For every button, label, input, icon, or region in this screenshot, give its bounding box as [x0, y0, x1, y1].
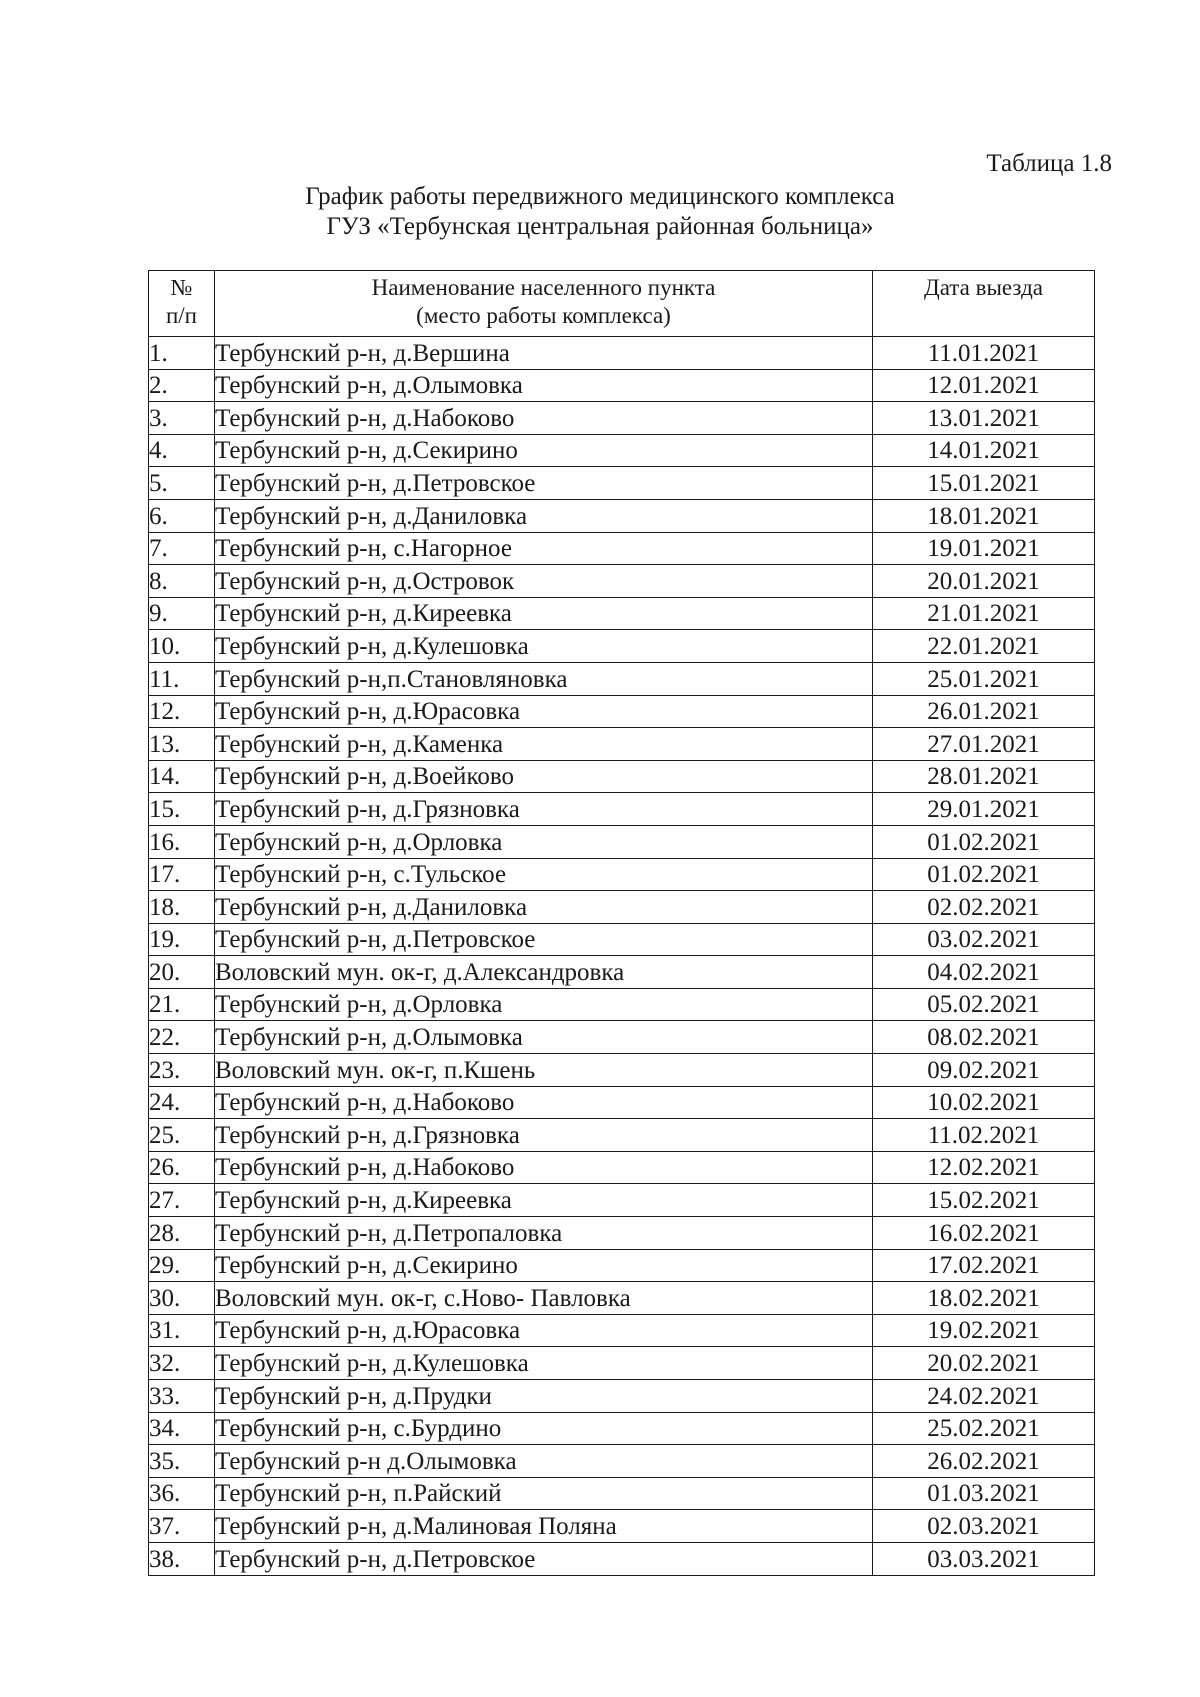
row-date: 11.02.2021 — [873, 1119, 1095, 1152]
header-place-line1: Наименование населенного пункта — [371, 275, 716, 300]
row-number: 37. — [149, 1510, 215, 1543]
row-date: 15.02.2021 — [873, 1184, 1095, 1217]
row-place: Тербунский р-н, с.Нагорное — [215, 532, 873, 565]
table-row — [149, 858, 1095, 891]
row-number: 33. — [149, 1380, 215, 1413]
row-place: Тербунский р-н, д.Каменка — [215, 728, 873, 761]
table-row — [149, 825, 1095, 858]
row-place: Тербунский р-н, д.Орловка — [215, 825, 873, 858]
row-number: 18. — [149, 891, 215, 924]
row-number: 20. — [149, 956, 215, 989]
table-row — [149, 988, 1095, 1021]
row-date: 25.02.2021 — [873, 1412, 1095, 1445]
row-date: 19.01.2021 — [873, 532, 1095, 565]
table-row — [149, 1347, 1095, 1380]
table-label: Таблица 1.8 — [986, 150, 1112, 177]
table-row — [149, 402, 1095, 435]
row-number: 12. — [149, 695, 215, 728]
table-row — [149, 1249, 1095, 1282]
row-place: Тербунский р-н, д.Даниловка — [215, 499, 873, 532]
row-date: 27.01.2021 — [873, 728, 1095, 761]
row-date: 14.01.2021 — [873, 434, 1095, 467]
table-body — [149, 337, 1095, 1576]
row-date: 09.02.2021 — [873, 1054, 1095, 1087]
row-place: Тербунский р-н, д.Кулешовка — [215, 1347, 873, 1380]
row-number: 22. — [149, 1021, 215, 1054]
row-number: 15. — [149, 793, 215, 826]
row-number: 30. — [149, 1282, 215, 1315]
table-row — [149, 956, 1095, 989]
row-date: 18.01.2021 — [873, 499, 1095, 532]
schedule-table — [148, 270, 1095, 1576]
row-date: 10.02.2021 — [873, 1086, 1095, 1119]
table-row — [149, 1445, 1095, 1478]
row-date: 29.01.2021 — [873, 793, 1095, 826]
table-row — [149, 1217, 1095, 1250]
row-place: Тербунский р-н, д.Воейково — [215, 760, 873, 793]
row-number: 31. — [149, 1314, 215, 1347]
table-row — [149, 532, 1095, 565]
table-row — [149, 1510, 1095, 1543]
row-date: 26.02.2021 — [873, 1445, 1095, 1478]
table-row — [149, 1054, 1095, 1087]
row-date: 17.02.2021 — [873, 1249, 1095, 1282]
header-number — [149, 271, 215, 337]
row-date: 24.02.2021 — [873, 1380, 1095, 1413]
row-number: 17. — [149, 858, 215, 891]
row-date: 20.02.2021 — [873, 1347, 1095, 1380]
row-place: Тербунский р-н, д.Островок — [215, 565, 873, 598]
table-row — [149, 434, 1095, 467]
row-number: 25. — [149, 1119, 215, 1152]
table-row — [149, 337, 1095, 370]
row-date: 26.01.2021 — [873, 695, 1095, 728]
row-number: 3. — [149, 402, 215, 435]
row-number: 6. — [149, 499, 215, 532]
row-number: 1. — [149, 337, 215, 370]
row-date: 05.02.2021 — [873, 988, 1095, 1021]
row-place: Тербунский р-н, д.Кулешовка — [215, 630, 873, 663]
row-place: Тербунский р-н, д.Прудки — [215, 1380, 873, 1413]
row-place: Тербунский р-н, д.Секирино — [215, 434, 873, 467]
table-row — [149, 662, 1095, 695]
table-row — [149, 1477, 1095, 1510]
row-place: Тербунский р-н, д.Петровское — [215, 923, 873, 956]
row-place: Тербунский р-н, д.Петровское — [215, 467, 873, 500]
row-place: Тербунский р-н, с.Тульское — [215, 858, 873, 891]
row-place: Тербунский р-н д.Олымовка — [215, 1445, 873, 1478]
row-number: 2. — [149, 369, 215, 402]
row-place: Тербунский р-н, д.Олымовка — [215, 1021, 873, 1054]
table-row — [149, 499, 1095, 532]
row-place: Тербунский р-н, д.Петровское — [215, 1542, 873, 1575]
document-title-line2: ГУЗ «Тербунская центральная районная больница» — [326, 213, 874, 240]
header-number-line1: № — [170, 275, 193, 300]
table-row — [149, 1151, 1095, 1184]
row-number: 23. — [149, 1054, 215, 1087]
row-date: 18.02.2021 — [873, 1282, 1095, 1315]
row-date: 03.02.2021 — [873, 923, 1095, 956]
row-place: Воловский мун. ок-г, п.Кшень — [215, 1054, 873, 1087]
row-number: 34. — [149, 1412, 215, 1445]
row-number: 28. — [149, 1217, 215, 1250]
row-date: 02.02.2021 — [873, 891, 1095, 924]
row-date: 02.03.2021 — [873, 1510, 1095, 1543]
row-number: 24. — [149, 1086, 215, 1119]
row-number: 5. — [149, 467, 215, 500]
row-place: Воловский мун. ок-г, с.Ново- Павловка — [215, 1282, 873, 1315]
table-row — [149, 695, 1095, 728]
row-date: 12.02.2021 — [873, 1151, 1095, 1184]
row-place: Тербунский р-н, д.Юрасовка — [215, 1314, 873, 1347]
row-date: 15.01.2021 — [873, 467, 1095, 500]
row-place: Тербунский р-н, д.Грязновка — [215, 1119, 873, 1152]
table-row — [149, 1542, 1095, 1575]
row-number: 13. — [149, 728, 215, 761]
table-row — [149, 923, 1095, 956]
table-row — [149, 760, 1095, 793]
document-title-line1: График работы передвижного медицинского комплекса — [305, 183, 895, 210]
row-place: Тербунский р-н, д.Даниловка — [215, 891, 873, 924]
header-place-line2: (место работы комплекса) — [416, 303, 671, 328]
row-place: Тербунский р-н, д.Вершина — [215, 337, 873, 370]
header-number-line2: п/п — [165, 303, 197, 328]
row-date: 01.03.2021 — [873, 1477, 1095, 1510]
table-row — [149, 565, 1095, 598]
table-row — [149, 630, 1095, 663]
row-date: 21.01.2021 — [873, 597, 1095, 630]
header-date: Дата выезда — [873, 271, 1095, 337]
row-number: 8. — [149, 565, 215, 598]
row-date: 01.02.2021 — [873, 825, 1095, 858]
row-number: 4. — [149, 434, 215, 467]
row-place: Тербунский р-н, д.Киреевка — [215, 597, 873, 630]
row-place: Тербунский р-н, д.Секирино — [215, 1249, 873, 1282]
row-place: Воловский мун. ок-г, д.Александровка — [215, 956, 873, 989]
table-row — [149, 1314, 1095, 1347]
row-number: 36. — [149, 1477, 215, 1510]
row-date: 22.01.2021 — [873, 630, 1095, 663]
table-row — [149, 467, 1095, 500]
table-row — [149, 793, 1095, 826]
row-date: 19.02.2021 — [873, 1314, 1095, 1347]
row-number: 14. — [149, 760, 215, 793]
table-row — [149, 369, 1095, 402]
table-row — [149, 1380, 1095, 1413]
row-number: 7. — [149, 532, 215, 565]
row-place: Тербунский р-н, д.Грязновка — [215, 793, 873, 826]
row-number: 35. — [149, 1445, 215, 1478]
table-row — [149, 1184, 1095, 1217]
row-number: 29. — [149, 1249, 215, 1282]
row-place: Тербунский р-н,п.Становляновка — [215, 662, 873, 695]
row-date: 20.01.2021 — [873, 565, 1095, 598]
row-date: 16.02.2021 — [873, 1217, 1095, 1250]
row-date: 04.02.2021 — [873, 956, 1095, 989]
row-place: Тербунский р-н, д.Орловка — [215, 988, 873, 1021]
row-place: Тербунский р-н, д.Малиновая Поляна — [215, 1510, 873, 1543]
row-number: 38. — [149, 1542, 215, 1575]
table-row — [149, 891, 1095, 924]
row-date: 01.02.2021 — [873, 858, 1095, 891]
row-place: Тербунский р-н, д.Набоково — [215, 402, 873, 435]
row-place: Тербунский р-н, п.Райский — [215, 1477, 873, 1510]
row-number: 11. — [149, 662, 215, 695]
row-place: Тербунский р-н, д.Петропаловка — [215, 1217, 873, 1250]
header-place — [215, 271, 873, 337]
row-number: 9. — [149, 597, 215, 630]
table-header-row — [149, 271, 1095, 337]
row-date: 11.01.2021 — [873, 337, 1095, 370]
table-row — [149, 728, 1095, 761]
row-place: Тербунский р-н, д.Набоково — [215, 1086, 873, 1119]
row-date: 13.01.2021 — [873, 402, 1095, 435]
row-number: 19. — [149, 923, 215, 956]
row-number: 27. — [149, 1184, 215, 1217]
row-date: 25.01.2021 — [873, 662, 1095, 695]
row-date: 08.02.2021 — [873, 1021, 1095, 1054]
row-date: 28.01.2021 — [873, 760, 1095, 793]
table-row — [149, 1412, 1095, 1445]
table-row — [149, 1119, 1095, 1152]
row-number: 10. — [149, 630, 215, 663]
row-place: Тербунский р-н, д.Набоково — [215, 1151, 873, 1184]
row-date: 03.03.2021 — [873, 1542, 1095, 1575]
row-number: 21. — [149, 988, 215, 1021]
row-place: Тербунский р-н, д.Киреевка — [215, 1184, 873, 1217]
table-row — [149, 1282, 1095, 1315]
row-number: 16. — [149, 825, 215, 858]
table-row — [149, 1086, 1095, 1119]
row-number: 32. — [149, 1347, 215, 1380]
row-number: 26. — [149, 1151, 215, 1184]
row-date: 12.01.2021 — [873, 369, 1095, 402]
row-place: Тербунский р-н, с.Бурдино — [215, 1412, 873, 1445]
table-row — [149, 1021, 1095, 1054]
row-place: Тербунский р-н, д.Олымовка — [215, 369, 873, 402]
row-place: Тербунский р-н, д.Юрасовка — [215, 695, 873, 728]
table-row — [149, 597, 1095, 630]
